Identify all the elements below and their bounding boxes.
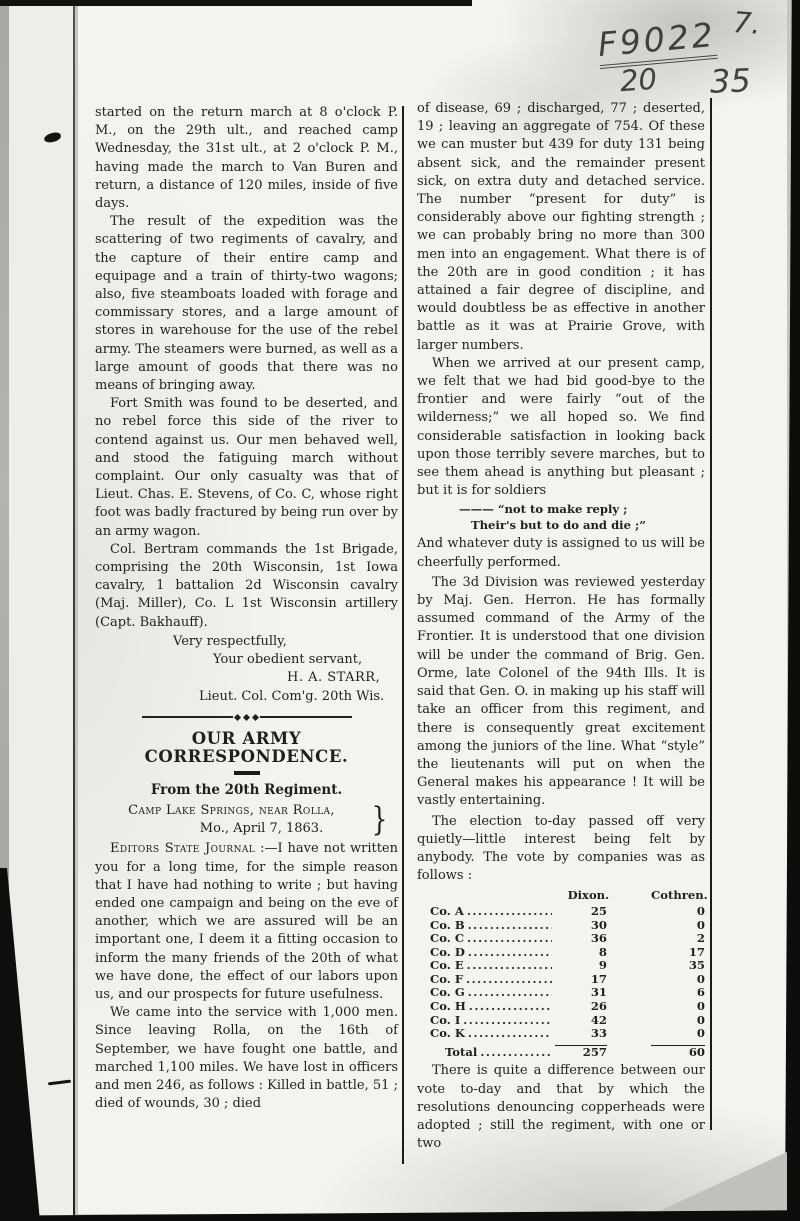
column-divider-rule <box>402 106 404 1164</box>
table-row <box>417 959 705 973</box>
handwritten-number-35: 35 <box>709 61 752 101</box>
dixon-votes: 31 <box>590 985 607 1000</box>
cothren-votes: 2 <box>696 931 705 946</box>
paragraph: The result of the expedition was the scattering of two regiments of cavalry, and the capture of their entire camp and equipage and a train of thirty-two wagons; also, five steamboats loaded with forage and commissary stores, and a large amount of stores in warehouse for the use of the rebel army. The steamers were burned, as well as a large amount of goods that there was no means of bringing away. <box>95 214 398 394</box>
signature-line: Very respectfully, <box>173 633 287 649</box>
newspaper-paper <box>78 0 787 1214</box>
total-dixon: 257 <box>555 1045 607 1060</box>
dixon-votes: 36 <box>590 931 607 946</box>
article-headline: OUR ARMY CORRESPONDENCE. <box>144 728 349 766</box>
table-row <box>417 1014 705 1028</box>
company-label: Co. A <box>430 903 464 918</box>
dixon-votes: 8 <box>598 944 607 959</box>
vote-table <box>417 888 708 1059</box>
divider-line <box>142 716 234 718</box>
header-gap <box>609 889 651 903</box>
table-row <box>417 932 705 946</box>
table-row <box>417 946 705 960</box>
dateline <box>95 799 398 839</box>
divider-line <box>260 716 352 718</box>
cothren-votes: 35 <box>688 958 705 973</box>
signature-title: Lieut. Col. Com'g. 20th Wis. <box>199 688 385 704</box>
paragraph: We came into the service with 1,000 men. Since leaving Rolla, on the 16th of September, we have fought one battle, and marched 1,100 miles. We have lost in officers and men 246, as follows : Killed in battle, 51 ; died of wounds, 30 ; died <box>95 1005 398 1112</box>
company-label: Co. G <box>430 985 465 1000</box>
cothren-votes: 0 <box>696 1012 705 1027</box>
table-row <box>417 905 705 919</box>
cothren-votes: 0 <box>696 999 705 1014</box>
headline-rule <box>234 771 260 775</box>
poem-quote <box>459 502 705 533</box>
column-header-cothren: Cothren. <box>651 888 708 903</box>
section-divider-ornament <box>142 715 352 720</box>
table-row <box>417 1027 705 1041</box>
paragraph: The 3d Division was reviewed yesterday by Maj. Gen. Herron. He has formally assumed command of the Army of the Frontier. It is understood that one division will be under the command of Brig. Gen. Orme, late Colonel of the 94th Ills. It is said that Gen. O. in making up his staff will take an officer from this regiment, and there is consequently great excitement among the juniors of the line. What “style” the lieutenants will put on when the General makes his appearance ! It will be vastly entertaining. <box>417 574 705 809</box>
dot-leader <box>468 986 552 1000</box>
cothren-votes: 0 <box>696 971 705 986</box>
diamond-icon <box>243 714 250 721</box>
dot-leader <box>467 959 552 973</box>
paragraph: started on the return march at 8 o'clock P. M., on the 29th ult., and reached camp Wednesday, the 31st ult., at 2 o'clock P. M., having made the march to Van Buren and return, a distance of 120 miles, inside of five days. <box>95 105 398 212</box>
dateline-brace: } <box>371 799 388 839</box>
company-label: Co. H <box>430 999 466 1014</box>
dot-leader <box>466 973 552 987</box>
company-label: Co. C <box>430 931 465 946</box>
dixon-votes: 9 <box>598 958 607 973</box>
paragraph: of disease, 69 ; discharged, 77 ; deserted, 19 ; leaving an aggregate of 754. Of these we can muster but 439 for duty 131 being absent sick, and the remainder present sick, on extra duty and detached service. The number “present for duty” is considerably above our fighting strength ; we can probably bring no more than 300 men into an engagement. What there is of the 20th are in good condition ; it has attained a fair degree of discipline, and would doubtless be as effective in another battle as it was at Prairie Grove, with larger numbers. <box>417 101 705 353</box>
paragraph: When we arrived at our present camp, we felt that we had bid good-bye to the frontier and were fairly “out of the wilderness;” we all hoped so. We find considerable satisfaction in looking back upon those terribly severe marches, but to see them ahead is anything but pleasant ; but it is for soldiers <box>417 355 705 499</box>
diamond-icon <box>252 714 259 721</box>
company-label: Co. E <box>430 958 464 973</box>
paragraph: Fort Smith was found to be deserted, and no rebel force this side of the river to contend against us. Our men behaved well, and stood the fatiguing march without complaint. Our only casualty was that of Lieut. Chas. E. Stevens, of Co. C, whose right foot was badly fractured by being run over by an army wagon. <box>95 396 398 539</box>
article-subhead: From the 20th Regiment. <box>150 782 343 799</box>
paragraph: Col. Bertram commands the 1st Brigade, comprising the 20th Wisconsin, 1st Iowa cavalry, 1 battalion 2d Wisconsin cavalry (Maj. Miller), Co. L 1st Wisconsin artillery (Capt. Bakhauff). <box>95 541 398 630</box>
company-label: Co. K <box>430 1026 465 1041</box>
table-row <box>417 919 705 933</box>
table-total-row <box>417 1045 705 1060</box>
dixon-votes: 30 <box>590 917 607 932</box>
dixon-votes: 33 <box>590 1026 607 1041</box>
dot-leader <box>467 905 552 919</box>
book-edge-line <box>73 0 75 1221</box>
paragraph <box>95 840 398 1004</box>
paragraph: And whatever duty is assigned to us will be cheerfully performed. <box>417 536 705 570</box>
company-label: Co. F <box>430 971 464 986</box>
table-row <box>417 973 705 987</box>
dot-leader <box>468 946 552 960</box>
paragraph-text: :—I have not written you for a long time, for the simple reason that I have had nothing to write ; but having ended one campaign and being on the eve of another, which we are assured will be an important one, I deem it a fitting occasion to inform the many friends of the 20th of what we have done, the effect of our labors upon us, and our prospects for future usefulness. <box>95 841 398 1002</box>
salutation: Editors State Journal <box>110 841 256 857</box>
vote-table-header <box>417 888 708 903</box>
header-spacer <box>417 889 560 903</box>
handwritten-number-20: 20 <box>618 61 659 99</box>
cothren-votes: 0 <box>696 903 705 918</box>
right-column-rule <box>710 98 712 1130</box>
diamond-icon <box>234 714 241 721</box>
quote-line: ——— “not to make reply ; <box>459 502 628 517</box>
cothren-votes: 0 <box>696 917 705 932</box>
scan-edge-right <box>785 0 800 1221</box>
paragraph: The election to-day passed off very quietly—little interest being felt by anybody. The vote by companies was as follows : <box>417 813 705 884</box>
company-label: Co. B <box>430 917 465 932</box>
dot-leader <box>468 1027 552 1041</box>
cothren-votes: 17 <box>688 944 705 959</box>
total-cothren: 60 <box>651 1045 705 1060</box>
signature-line: Your obedient servant, <box>213 652 363 668</box>
dateline-date: Mo., April 7, 1863. <box>199 821 324 837</box>
handwritten-code: F9022 <box>596 15 717 69</box>
handwritten-page-number: 7. <box>731 5 762 41</box>
left-column <box>95 104 398 1113</box>
table-row <box>417 986 705 1000</box>
column-header-dixon: Dixon. <box>567 888 610 903</box>
signature-name: H. A. STARR, <box>287 670 381 686</box>
paragraph: There is quite a difference between our vote to-day and that by which the resolutions denouncing copperheads were adopted ; still the regiment, with one or two <box>417 1063 705 1152</box>
dixon-votes: 17 <box>590 971 607 986</box>
signature-block <box>95 633 398 706</box>
dixon-votes: 26 <box>590 999 607 1014</box>
right-column <box>417 100 708 1153</box>
dot-leader <box>467 932 552 946</box>
dot-leader <box>468 919 552 933</box>
cothren-votes: 6 <box>696 985 705 1000</box>
total-label: Total <box>445 1044 478 1059</box>
dateline-place: Camp Lake Springs, near Rolla, <box>128 803 335 819</box>
company-label: Co. D <box>430 944 465 959</box>
cothren-votes: 0 <box>696 1026 705 1041</box>
dot-leader <box>480 1046 552 1060</box>
quote-line: Their's but to do and die ;” <box>471 517 646 532</box>
dot-leader <box>469 1000 552 1014</box>
dot-leader <box>463 1014 552 1028</box>
dixon-votes: 25 <box>590 903 607 918</box>
table-row <box>417 1000 705 1014</box>
scan-edge-top <box>0 0 472 6</box>
company-label: Co. I <box>430 1012 461 1027</box>
dixon-votes: 42 <box>590 1012 607 1027</box>
